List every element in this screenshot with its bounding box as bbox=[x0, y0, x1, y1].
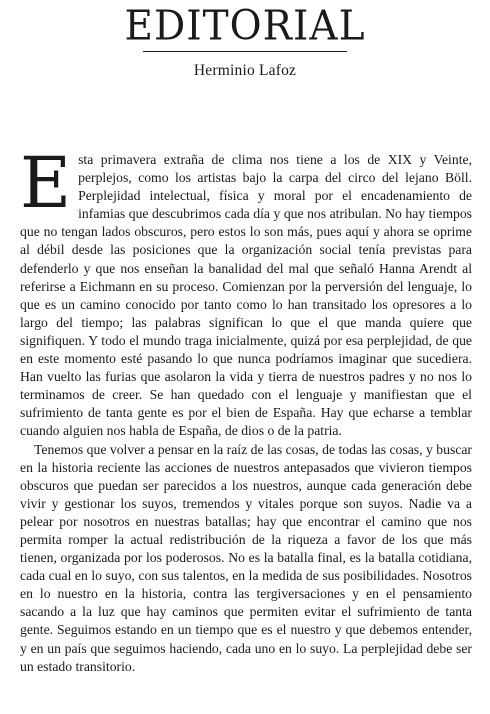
article-paragraph-2: Tenemos que volver a pensar en la raíz de las cosas, de todas las cosas, y buscar en la historia reciente las acciones de nuestros antepasados que vivieron tiempos obscuros que puedan ser parecidos a los nuestros, aunque cada generación debe vivir y gestionar los suyos, tremendos y vitales porque son suyos. Nadie va a pelear por nosotros en nuestras batallas; hay que encontrar el camino que nos permita romper la actual redistribución de la riqueza a favor de los que más tienen, organizada por los poderosos. No es la batalla final, es la batalla cotidiana, cada cual en lo suyo, con sus talentos, en la medida de sus posibilidades. Nosotros en lo nuestro en la historia, contra las tergiversaciones y en el pensamiento sacando a la luz que hay caminos que permiten evitar el sufrimiento de tanta gente. Seguimos estando en un tiempo que es el nuestro y que debemos entender, y en un país que seguimos haciendo, cada uno en lo suyo. La perplejidad debe ser un estado transitorio. bbox=[20, 441, 472, 674]
article-paragraph-1 bbox=[20, 142, 472, 441]
author-byline: Herminio Lafoz bbox=[193, 62, 297, 79]
article-body bbox=[20, 142, 472, 676]
drop-cap: E bbox=[20, 142, 72, 224]
title-underline bbox=[143, 51, 347, 52]
page-title: EDITORIAL bbox=[124, 2, 366, 51]
paragraph-1-text: sta primavera extraña de clima nos tiene a los de XIX y Veinte, perplejos, como los artistas bajo la carpa del circo del lejano Böll. Perplejidad intelectual, física y moral por el encadenamiento de infamias que descubrimos cada día y que nos atribulan. No hay tiempos que no tengan lados obscuros, pero estos lo son más, pues aquí y ahora se oprime al débil desde las posiciones que la organización social tenía previstas para defenderlo y que nos enseñan la banalidad del mal que señaló Hanna Arendt al referirse a Eichmann en su proceso. Comienzan por la perversión del lenguaje, lo que es un camino conocido por tanto como lo han transitado los opresores a lo largo del tiempo; las palabras significan lo que el que manda quiere que signifiquen. Y todo el mundo traga inicialmente, quizá por esa perplejidad, de que en este momento esté pasando lo que nunca podríamos imaginar que sucediera. Han vuelto las furias que asolaron la vida y tierra de nuestros padres y no nos lo terminamos de creer. Se han quedado con el lenguaje y manifiestan que el sufrimiento de tanta gente es por el bien de España. Hay que echarse a temblar cuando alguien nos habla de España, de dios o de la patria. bbox=[20, 152, 472, 439]
